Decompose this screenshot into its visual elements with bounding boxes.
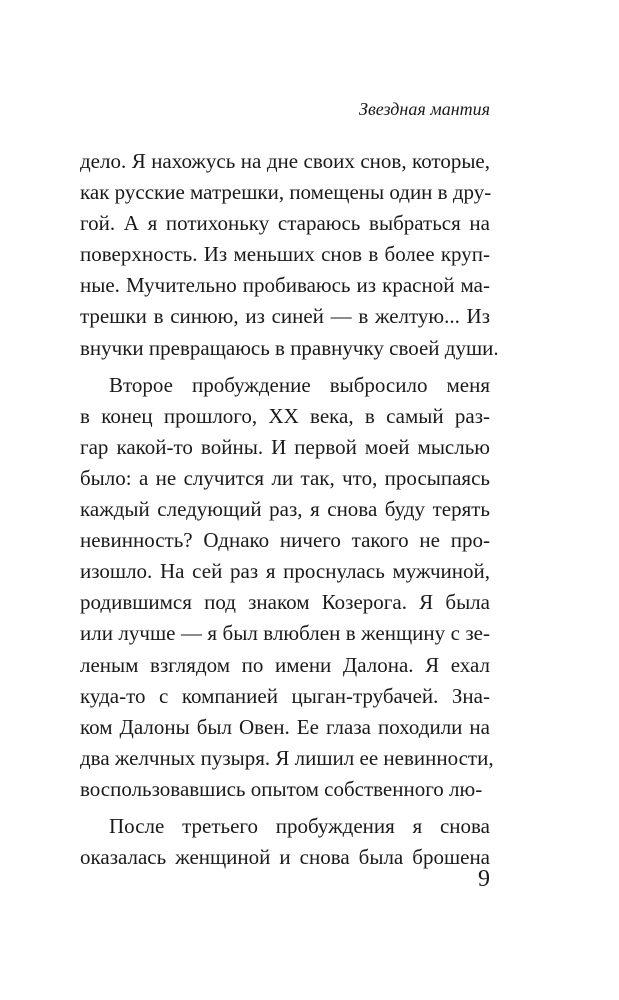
text-line: дело. Я нахожусь на дне своих снов, которые, — [80, 149, 490, 173]
text-line: поверхность. Из меньших снов в более круп- — [80, 242, 490, 267]
text-line: После третьего пробуждения я снова — [109, 813, 490, 838]
text-line: изошло. На сей раз я проснулась мужчиной, — [80, 559, 490, 584]
text-line: было: а не случится ли так, что, просыпаясь — [80, 465, 490, 490]
text-line: ком Далоны был Овен. Ее глаза походили на — [80, 714, 490, 739]
text-line: ные. Мучительно пробиваюсь из красной ма- — [80, 273, 490, 298]
text-line: в конец прошлого, XX века, в самый раз- — [80, 403, 490, 428]
text-line: куда-то с компанией цыган-трубачей. Зна- — [80, 683, 490, 708]
text-line: оказалась женщиной и снова была брошена — [80, 845, 490, 870]
text-line: гой. А я потихоньку стараюсь выбраться на — [80, 211, 490, 236]
text-line: как русские матрешки, помещены один в дру- — [80, 180, 492, 205]
text-line: невинность? Однако ничего такого не про- — [80, 528, 490, 553]
text-line: воспользовавшись опытом собственного лю- — [80, 776, 483, 801]
text-line: или лучше — я был влюблен в женщину с зе- — [80, 621, 490, 646]
page-number: 9 — [478, 866, 490, 892]
text-line: трешки в синюю, из синей — в желтую... Из — [80, 304, 490, 329]
text-line: два желчных пузыря. Я лишил ее невинности, — [80, 745, 494, 770]
text-line: внучки превращаюсь в правнучку своей души. — [80, 335, 499, 360]
body-text — [80, 146, 499, 873]
text-line: Второе пробуждение выбросило меня — [109, 372, 490, 397]
text-line: родившимся под знаком Козерога. Я была — [80, 590, 490, 615]
text-line: гар какой-то войны. И первой моей мыслью — [80, 434, 490, 459]
text-line: леным взглядом по имени Далона. Я ехал — [80, 652, 490, 677]
text-line: каждый следующий раз, я снова буду терять — [80, 497, 490, 522]
running-head: Звездная мантия — [359, 99, 490, 119]
